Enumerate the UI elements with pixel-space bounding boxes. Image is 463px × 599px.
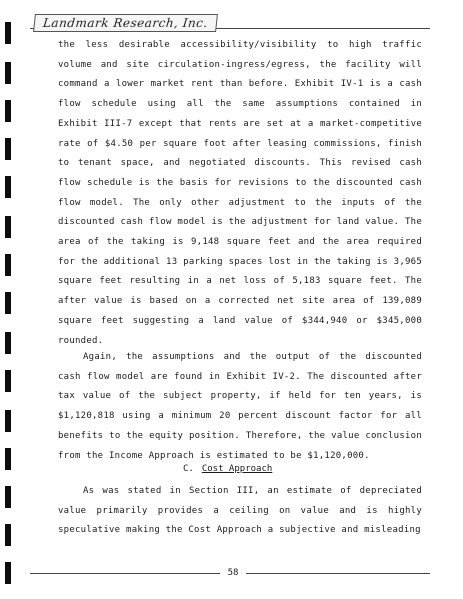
binder-mark: [5, 176, 11, 198]
section-heading: [183, 462, 272, 476]
footer-rule-left: [30, 573, 220, 574]
body-paragraph-2: Again, the assumptions and the output of the discounted cash flow model are found in Exhibit IV-2. The discounted after tax value of the subject property, if held for ten years, is $1,120,818 using a minimum 20 percent discount factor for all benefits to the equity position. Therefore, the value conclusion from the Income Approach is estimated to be $1,120,000.: [58, 352, 422, 461]
binder-mark: [5, 62, 11, 84]
binder-mark: [5, 138, 11, 160]
binder-mark: [5, 254, 11, 276]
company-logo: Landmark Research, Inc.: [33, 14, 218, 32]
page-number: 58: [222, 566, 244, 580]
binder-mark: [5, 216, 11, 238]
binder-mark: [5, 332, 11, 354]
binder-mark: [5, 524, 11, 546]
binder-mark: [5, 448, 11, 470]
binder-holes: [5, 0, 13, 599]
body-paragraph-1: the less desirable accessibility/visibility to high traffic volume and site circulation-ingress/egress, the facility will command a lower market rent than before. Exhibit IV-1 is a cash flow schedule using all the same assumptions contained in Exhibit III-7 except that rents are set at a market-competitive rate of $4.50 per square foot after leasing commissions, finish to tenant space, and negotiated discounts. This revised cash flow schedule is the basis for revisions to the discounted cash flow model. The only other adjustment to the inputs of the discounted cash flow model is the adjustment for land value. The area of the taking is 9,148 square feet and the area required for the additional 13 parking spaces lost in the taking is 3,965 square feet resulting in a net loss of 5,183 square feet. The after value is based on a corrected net site area of 139,089 square feet suggesting a land value of $344,940 or $345,000 rounded.: [58, 40, 422, 346]
binder-mark: [5, 100, 11, 122]
binder-mark: [5, 292, 11, 314]
footer-rule-right: [246, 573, 430, 574]
section-title: Cost Approach: [201, 464, 273, 474]
binder-mark: [5, 370, 11, 392]
body-paragraph-3: As was stated in Section III, an estimate of depreciated value primarily provides a ceiling on value and is highly speculative making the Cost Approach a subjective and misleading: [58, 486, 422, 536]
binder-mark: [5, 562, 11, 584]
binder-mark: [5, 22, 11, 44]
binder-mark: [5, 410, 11, 432]
binder-mark: [5, 486, 11, 508]
section-letter: C.: [183, 464, 194, 474]
